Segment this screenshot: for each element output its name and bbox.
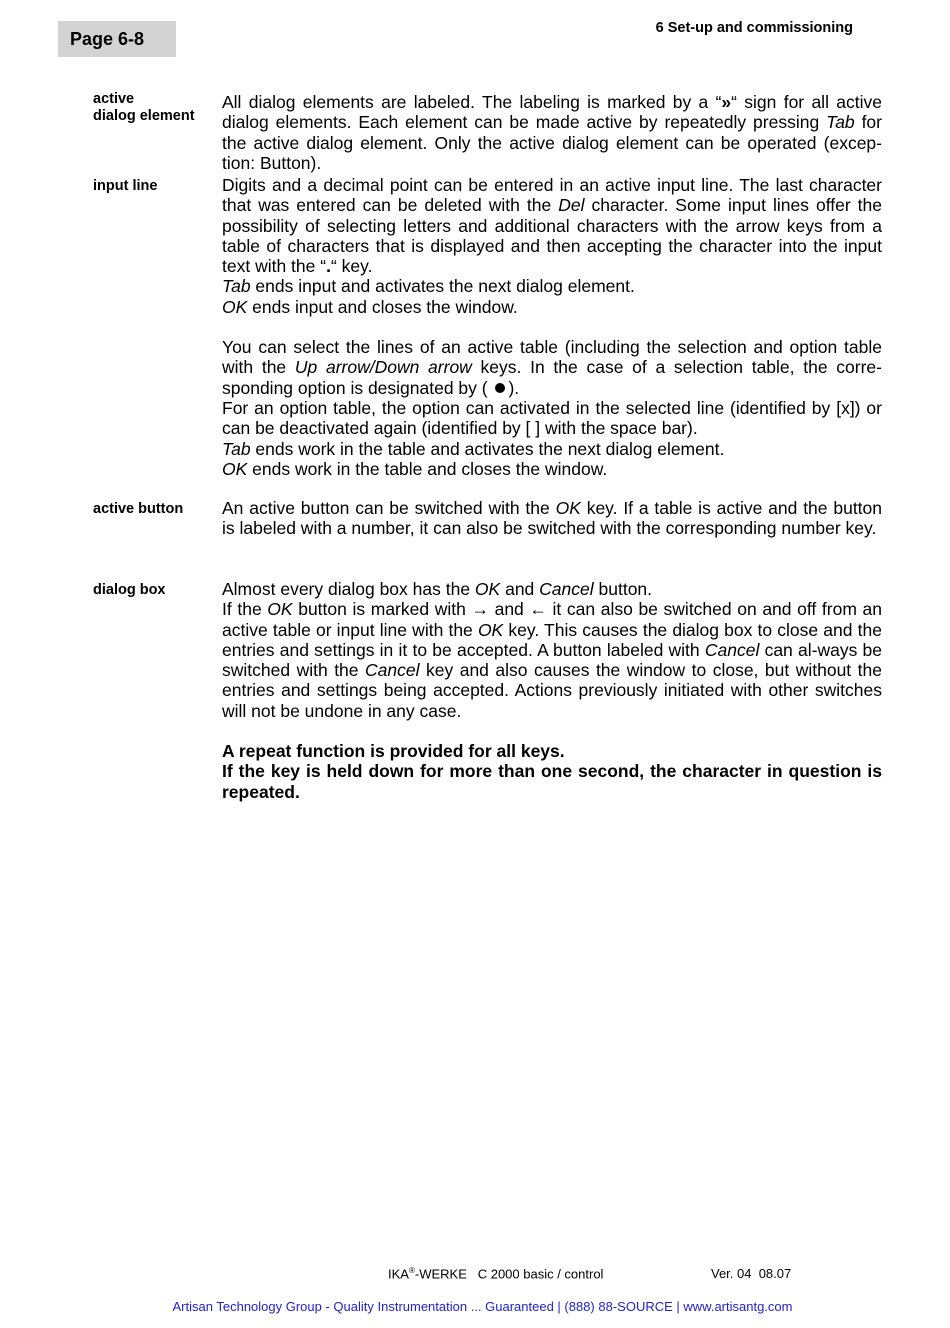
artisan-footer-link[interactable]: Artisan Technology Group - Quality Instrumentation ... Guaranteed | (888) 88-SOURCE | www.artisantg.com xyxy=(172,1299,793,1314)
section-body xyxy=(222,175,882,479)
page-number-tab: Page 6-8 xyxy=(58,21,176,57)
active-marker: » xyxy=(721,92,732,112)
arrow-left-icon: ← xyxy=(529,599,547,620)
paragraph: Digits and a decimal point can be entered in an active input line. The last character that was entered can be deleted with the Del character. Some input lines offer the possibility of selecting letters and additional characters with the arrow keys from a table of characters that is displayed and then accepting the character into the input text with the “.“ key. xyxy=(222,175,882,277)
key-name: Tab xyxy=(222,438,251,459)
key-name: OK xyxy=(555,498,581,518)
key-name: Tab xyxy=(826,112,855,133)
paragraph: Tab ends input and activates the next dialog element. xyxy=(222,276,635,297)
footer-product: IKA®-WERKE C 2000 basic / control xyxy=(388,1266,604,1282)
key-name: Del xyxy=(558,195,585,216)
paragraph: All dialog elements are labeled. The labeling is marked by a “»“ sign for all active dialog elements. Each element can be made active by repeatedly pressing Tab for the active dialog element. Only the active dialog element can be operated (excep-tion: Button). xyxy=(222,92,882,173)
key-name: Cancel xyxy=(539,579,594,599)
label-line: active xyxy=(93,91,135,107)
section-label xyxy=(93,91,218,125)
section-body xyxy=(222,92,882,173)
key-name: OK xyxy=(477,619,504,640)
paragraph: Tab ends work in the table and activates the next dialog element. xyxy=(222,438,725,459)
paragraph: OK ends work in the table and closes the window. xyxy=(222,458,608,479)
label-line: dialog element xyxy=(93,108,195,124)
note-heading: A repeat function is provided for all keys. xyxy=(222,741,565,762)
paragraph: OK ends input and closes the window. xyxy=(222,296,518,317)
paragraph: Almost every dialog box has the OK and Cancel button. xyxy=(222,579,653,599)
key-name: Up arrow/Down arrow xyxy=(294,357,472,378)
section-label xyxy=(93,178,218,195)
key-name: OK xyxy=(474,579,501,599)
arrow-right-icon: → xyxy=(471,599,489,620)
paragraph: An active button can be switched with the OK key. If a table is active and the button is labeled with a number, it can also be switched with the corresponding number key. xyxy=(222,498,883,539)
label-line: input line xyxy=(93,178,158,194)
paragraph: For an option table, the option can activated in the selected line (identified by [x]) or can be deactivated again (identified by [ ] with the space bar). xyxy=(222,397,882,439)
note-text: If the key is held down for more than one second, the character in question is repeated. xyxy=(222,761,882,802)
section-label xyxy=(93,501,218,518)
key-name: Cancel xyxy=(365,660,420,681)
section-body xyxy=(222,579,882,802)
key-name: OK xyxy=(222,296,248,317)
key-name: OK xyxy=(222,458,248,479)
section-body xyxy=(222,498,882,539)
chapter-title: 6 Set-up and commissioning xyxy=(655,20,853,36)
key-name: Cancel xyxy=(704,639,760,660)
key-name: OK xyxy=(267,599,293,620)
key-name: Tab xyxy=(222,276,251,297)
label-line: dialog box xyxy=(93,582,166,598)
filled-circle-icon xyxy=(495,383,505,393)
label-line: active button xyxy=(93,501,184,517)
paragraph: If the OK button is marked with → and ← it can also be switched on and off from an active table or input line with the OK key. This causes the dialog box to close and the entries and settings in it to be accepted. A button labeled with Cancel can al-ways be switched with the Cancel key and also causes the window to close, but without the entries and settings being accepted. Actions previously initiated with other switches will not be undone in any case. xyxy=(222,599,882,721)
section-label xyxy=(93,582,218,599)
footer-version: Ver. 04 08.07 xyxy=(711,1266,792,1281)
paragraph: You can select the lines of an active table (including the selection and option table with the Up arrow/Down arrow keys. In the case of a selection table, the corre-sponding option is designated by ( ). xyxy=(222,337,882,398)
